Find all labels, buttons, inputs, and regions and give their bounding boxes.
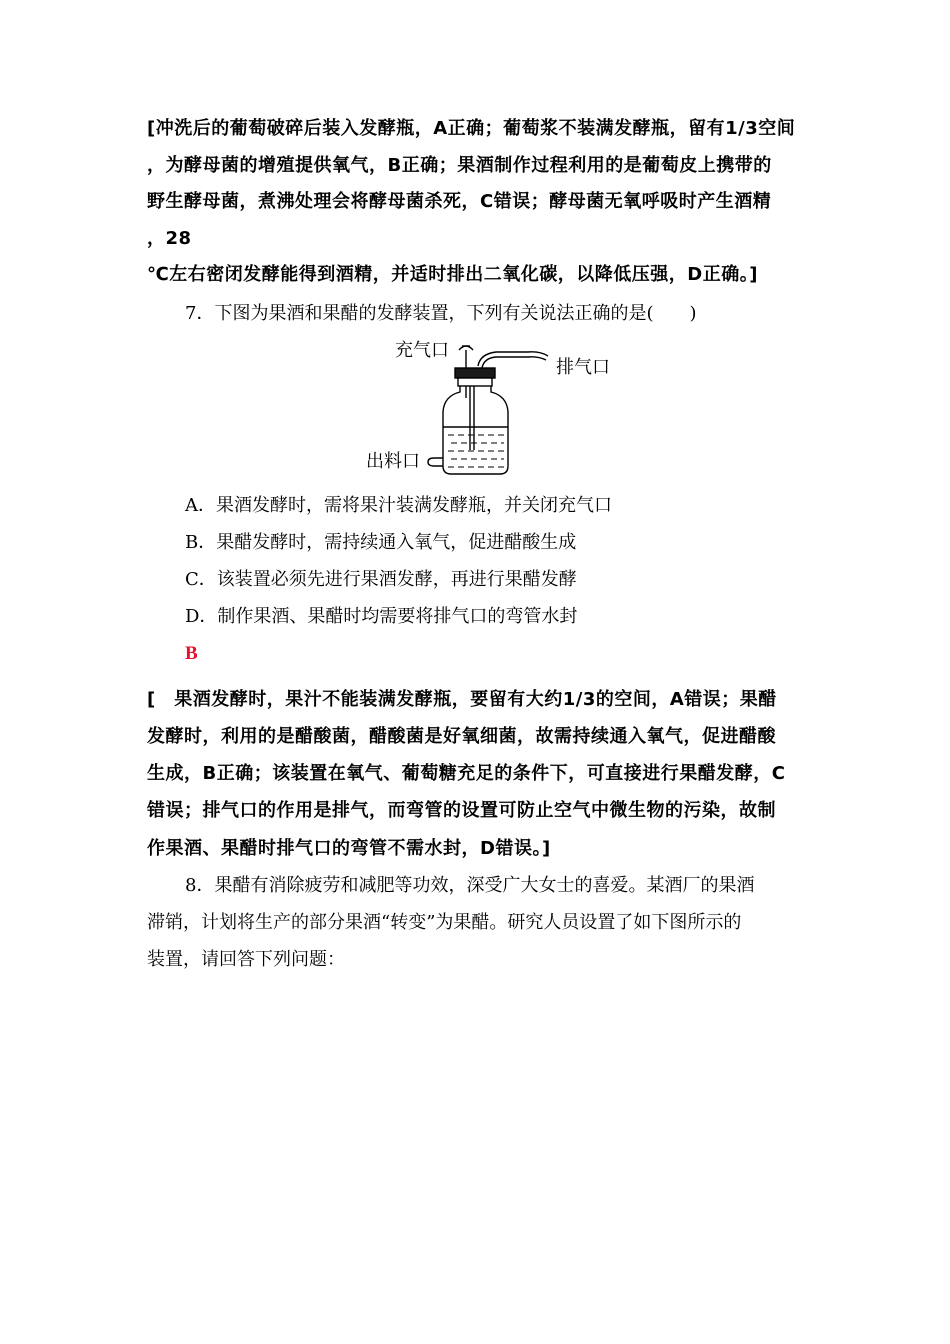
question7-stem: 7．下图为果酒和果醋的发酵装置，下列有关说法正确的是( ) [185,303,697,324]
question8-line-2: 滞销，计划将生产的部分果酒“转变”为果醋。研究人员设置了如下图所示的 [147,912,742,933]
question8-line-1: 8．果醋有消除疲劳和减肥等功效，深受广大女士的喜爱。某酒厂的果酒 [185,875,755,896]
question8-line-3: 装置，请回答下列问题： [147,949,345,970]
discharge-port [428,458,443,466]
explanation7-line-3: 生成，B正确；该装置在氧气、葡萄糖充足的条件下，可直接进行果醋发酵，C [147,763,786,784]
option-a: A．果酒发酵时，需将果汁装满发酵瓶，并关闭充气口 [185,495,612,516]
liquid-dashes [448,435,504,467]
bottle-stopper [455,368,495,378]
outlet-label: 排气口 [556,357,610,378]
option-c: C．该装置必须先进行果酒发酵，再进行果醋发酵 [185,569,577,590]
explanation7-line-1: [ 果酒发酵时，果汁不能装满发酵瓶，要留有大约1/3的空间，A错误；果醋 [147,689,777,710]
answer-label: B [185,643,198,664]
option-b: B．果醋发酵时，需持续通入氧气，促进醋酸生成 [185,532,577,553]
explanation7-line-2: 发酵时，利用的是醋酸菌，醋酸菌是好氧细菌，故需持续通入氧气，促进醋酸 [147,726,776,747]
explanation7-line-4: 错误；排气口的作用是排气，而弯管的设置可防止空气中微生物的污染，故制 [147,800,776,821]
explanation6-line-2: ，为酵母菌的增殖提供氧气，B正确；果酒制作过程利用的是葡萄皮上携带的 [147,155,772,176]
explanation6-line-5: ℃左右密闭发酵能得到酒精，并适时排出二氧化碳，以降低压强，D正确。] [147,264,758,285]
option-d: D．制作果酒、果醋时均需要将排气口的弯管水封 [185,606,578,627]
bottle-body [443,386,508,474]
explanation6-line-1: [冲洗后的葡萄破碎后装入发酵瓶，A正确；葡萄浆不装满发酵瓶，留有1/3空间 [147,118,796,139]
discharge-label: 出料口 [366,451,420,472]
explanation7-line-5: 作果酒、果醋时排气口的弯管不需水封，D错误。] [147,838,551,859]
explanation6-line-4: ，28 [147,228,192,249]
explanation6-line-3: 野生酵母菌，煮沸处理会将酵母菌杀死，C错误；酵母菌无氧呼吸时产生酒精 [147,191,772,212]
inlet-label: 充气口 [395,340,449,361]
